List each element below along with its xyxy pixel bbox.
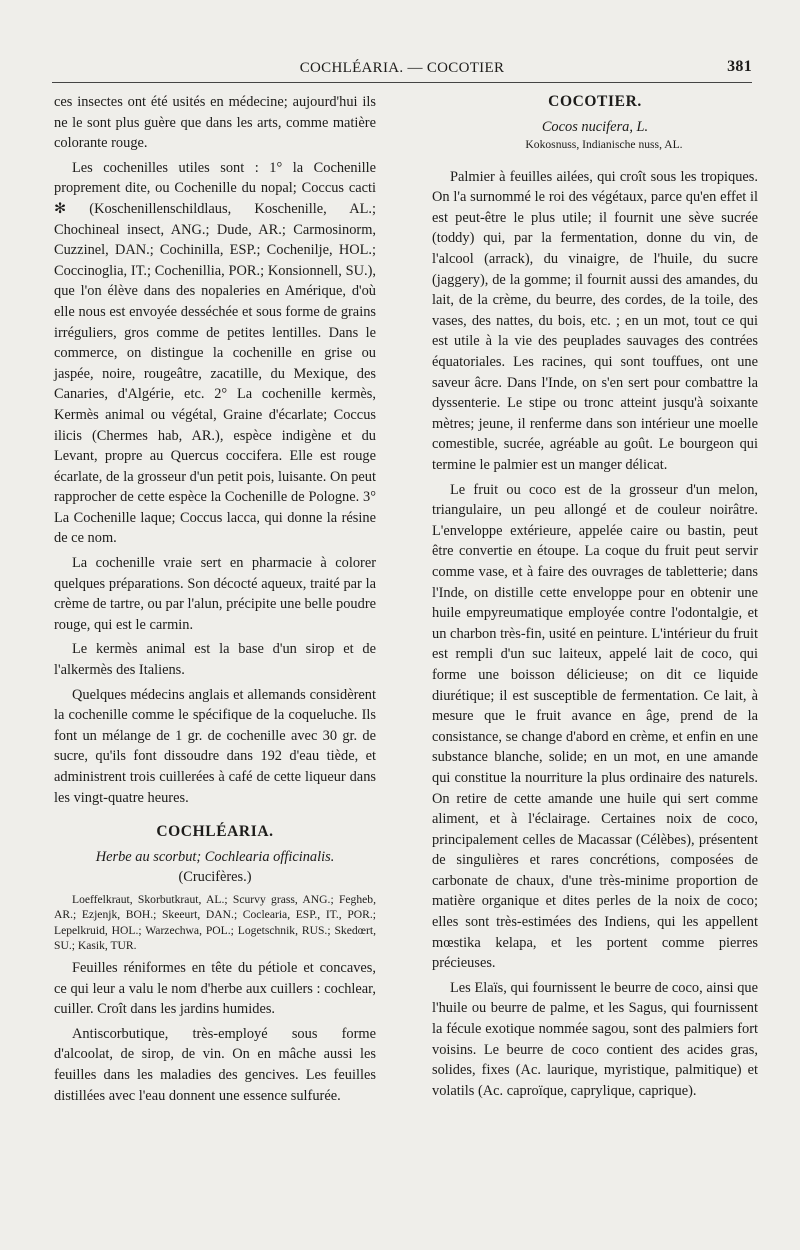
- section-heading-cochlearia: COCHLÉARIA.: [156, 823, 274, 841]
- right-column: [432, 92, 758, 1105]
- paragraph: Les cochenilles utiles sont : 1° la Cochenille proprement dite, ou Cochenille du nopal; Coccus cacti ✻ (Koschenillenschildlaus, Koschenille, AL.; Chochineal insect, ANG.; Dude, AR.; Carmosinorm, Cuzzinel, DAN.; Cochinilla, ESP.; Cochenilje, HOL.; Coccinoglia, IT.; Cochenillia, POR.; Konsionnell, SU.), que l'on élève dans des nopaleries en Amérique, d'où elle nous est envoyée desséchée et sous forme de grains irréguliers, gros comme de petites lentilles. Dans le commerce, on distingue la cochenille en grise ou jaspée, noire, rougeâtre, zacatille, du Mexique, des Canaries, d'Algérie, etc. 2° La cochenille kermès, Kermès animal ou végétal, Graine d'écarlate; Coccus ilicis (Chermes hab, AR.), espèce indigène et du Levant, propre au Quercus coccifera. Elle est rouge écarlate, de la grosseur d'un petit pois, luisante. On peut rapprocher de cette espèce la Cochenille de Pologne. 3° La Cochenille laque; Coccus lacca, qui donne la résine de ce nom.: [54, 159, 376, 547]
- vernacular-names: Loeffelkraut, Skorbutkraut, AL.; Scurvy grass, ANG.; Fegheb, AR.; Ezjenjk, BOH.; Skeeurt, DAN.; Coclearia, ESP., IT., POR.; Lepelkruid, HOL.; Warzechwa, POL.; Logetschnik, RUS.; Skedœrt, SU.; Kasik, TUR.: [54, 892, 376, 953]
- paragraph: Le fruit ou coco est de la grosseur d'un melon, triangulaire, un peu allongé et de couleur noirâtre. L'enveloppe extérieure, appelée caire ou bastin, peut être convertie en étoupe. La coque du fruit peut servir comme vase, et à faire des ouvrages de tabletterie; dans l'Inde, on distille cette enveloppe pour en obtenir une huile empyreumatique employée contre l'odontalgie, et un charbon très-fin, usité en peinture. L'intérieur du fruit est rempli d'un suc laiteux, appelé lait de coco, qui forme une boisson délicieuse; on dit ce liquide diurétique; il est susceptible de fermentation. Ce lait, à mesure que le fruit avance en âge, prend de la consistance, se change d'abord en crème, et enfin en une substance blanche, solide; en un mot, en une amande qui constitue la nourriture la plus ordinaire des naturels. On retire de cette amande une huile qui sert comme aliment, et à l'éclairage. Certaines noix de coco, principalement celles de Macassar (Célèbes), présentent de singulières et rares concrétions, composées de carbonate de chaux, d'une très-minime proportion de matière organique et dites perles de la noix de coco; elles sont très-estimées des Indiens, qui les appellent mœstika kelapa, et les portent comme pierres précieuses.: [432, 481, 758, 972]
- paragraph: Quelques médecins anglais et allemands considèrent la cochenille comme le spécifique de la coqueluche. Ils font un mélange de 1 gr. de cochenille avec 30 gr. de sucre, qu'ils font dissoudre dans 192 d'eau tiède, et administrent trois cuillerées à café de cette liqueur dans les vingt-quatre heures.: [54, 686, 376, 806]
- paragraph: ces insectes ont été usités en médecine; aujourd'hui ils ne le sont plus guère que dans les arts, comme matière colorante rouge.: [54, 94, 376, 152]
- running-head: [52, 58, 752, 83]
- left-column: [54, 92, 376, 1110]
- page-number: 381: [727, 58, 752, 75]
- section-heading-cocotier: COCOTIER.: [548, 93, 642, 110]
- paragraph: Feuilles réniformes en tête du pétiole et concaves, ce qui leur a valu le nom d'herbe aux cuillers : cochlear, cuiller. Croît dans les jardins humides.: [54, 959, 376, 1018]
- running-title: COCHLÉARIA. — COCOTIER: [299, 60, 505, 76]
- paragraph: Les Elaïs, qui fournissent le beurre de coco, ainsi que l'huile ou beurre de palme, et les Sagus, qui fournissent la fécule exotique nommée sagou, sont des palmiers fort voisins. Le beurre de coco contient des acides gras, solides, fixes (Ac. laurique, myristique, palmitique) et volatils (Ac. caproïque, caprylique, caprique).: [432, 979, 758, 1099]
- paragraph: Antiscorbutique, très-employé sous forme d'alcoolat, de sirop, de vin. On en mâche aussi les feuilles dans les maladies des gencives. Les feuilles distillées avec l'eau donnent une essence sulfurée.: [54, 1025, 376, 1104]
- section-subheading: Herbe au scorbut; Cochlearia officinalis.: [95, 848, 335, 865]
- paragraph: La cochenille vraie sert en pharmacie à colorer quelques préparations. Son décocté aqueux, traité par la crème de tartre, ou par l'alun, précipite une belle poudre rouge, qui est le carmin.: [54, 555, 376, 633]
- paragraph: Palmier à feuilles ailées, qui croît sous les tropiques. On l'a surnommé le roi des végétaux, parce qu'en effet il est peut-être le plus utile; il fournit une sève sucrée (toddy) qui, par la fermentation, donne du vin, de l'alcool (arrack), du vinaigre, de l'huile, du sucre (jaggery), de la gomme; il fournit aussi des amandes, du lait, de la crème, du beurre, des cordes, de la toile, des vases, des nattes, du bois, etc. ; en un mot, tout ce qui est utile à la vie des peuplades sauvages des contrées équatoriales. Les racines, qui sont touffues, ont une saveur âcre. Dans l'Inde, on s'en sert pour combattre la dyssenterie. Le stipe ou tronc atteint jusqu'à soixante mètres; jeune, il renferme dans son intérieur une moelle comestible, sucrée, agréable au goût. Le bourgeon qui termine le palmier est un manger délicat.: [432, 168, 758, 473]
- section-subheading: Cocos nucifera, L.: [541, 118, 649, 135]
- section-family: (Crucifères.): [178, 869, 252, 886]
- paragraph: Le kermès animal est la base d'un sirop et de l'alkermès des Italiens.: [54, 641, 376, 679]
- vernacular-names: Kokosnuss, Indianische nuss, AL.: [525, 138, 683, 152]
